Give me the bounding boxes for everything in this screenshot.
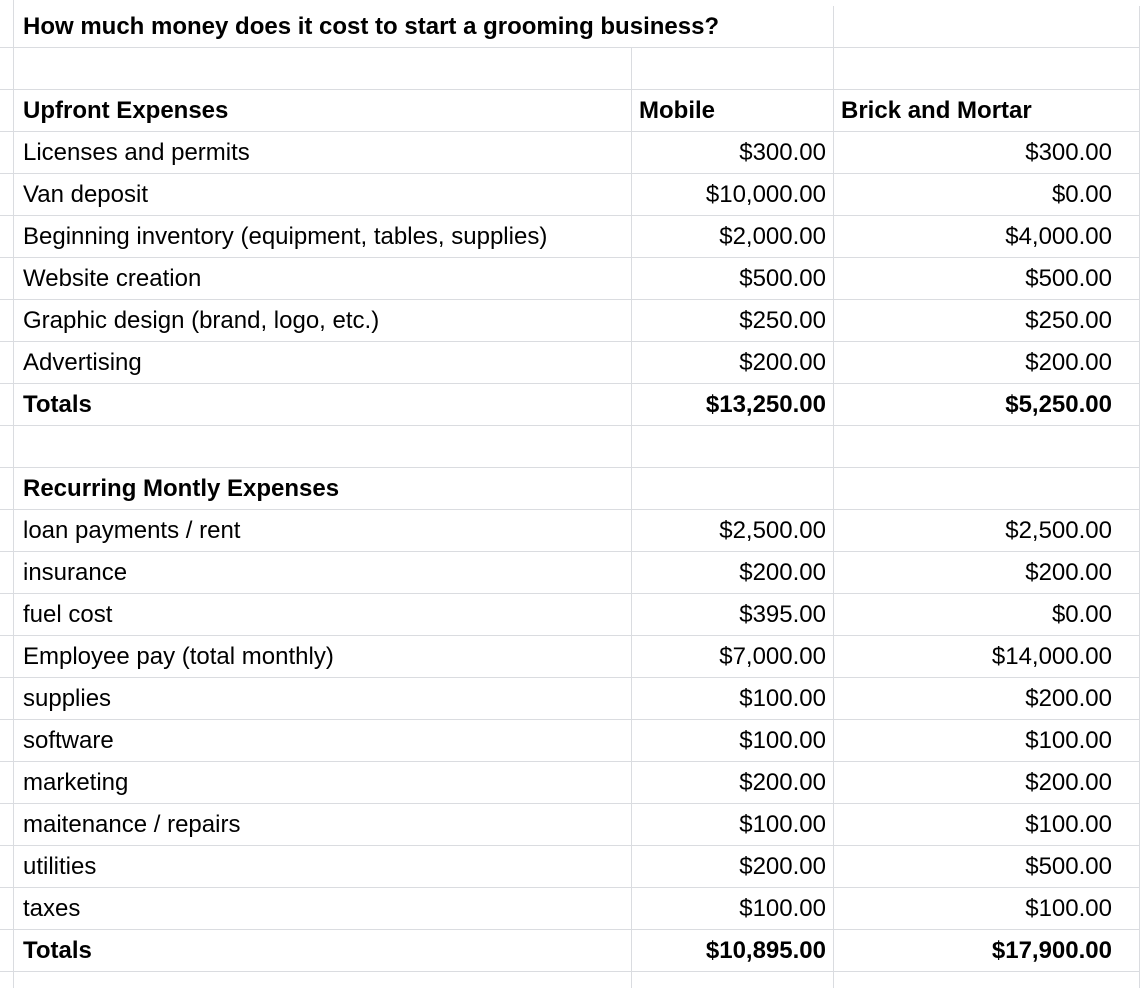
brick-value[interactable]: $200.00 <box>1025 769 1112 796</box>
mobile-value[interactable]: $10,000.00 <box>705 181 826 208</box>
brick-value[interactable]: $100.00 <box>1025 895 1112 922</box>
mobile-value[interactable]: $200.00 <box>739 769 826 796</box>
table-row <box>0 258 1140 300</box>
expense-label[interactable]: loan payments / rent <box>23 517 241 544</box>
mobile-value[interactable]: $395.00 <box>739 601 826 628</box>
table-row <box>0 720 1140 762</box>
brick-value[interactable]: $300.00 <box>1025 139 1112 166</box>
mobile-value[interactable]: $2,000.00 <box>719 223 826 250</box>
mobile-value[interactable]: $100.00 <box>739 727 826 754</box>
upfront-totals-row <box>0 384 1140 426</box>
table-row <box>0 216 1140 258</box>
mobile-value[interactable]: $2,500.00 <box>719 517 826 544</box>
table-row <box>0 804 1140 846</box>
table-row <box>0 678 1140 720</box>
expense-label[interactable]: software <box>23 727 114 754</box>
mobile-value[interactable]: $200.00 <box>739 853 826 880</box>
table-row <box>0 888 1140 930</box>
table-row <box>0 762 1140 804</box>
expense-label[interactable]: maitenance / repairs <box>23 811 241 838</box>
table-row <box>0 510 1140 552</box>
table-row <box>0 132 1140 174</box>
recurring-header[interactable]: Recurring Montly Expenses <box>23 475 340 502</box>
brick-value[interactable]: $100.00 <box>1025 727 1112 754</box>
mobile-value[interactable]: $200.00 <box>739 349 826 376</box>
mobile-total[interactable]: $10,895.00 <box>705 937 826 964</box>
brick-column-header[interactable]: Brick and Mortar <box>841 97 1032 124</box>
empty-row <box>0 48 1140 90</box>
brick-value[interactable]: $200.00 <box>1025 349 1112 376</box>
expense-label[interactable]: Van deposit <box>23 181 148 208</box>
expense-label[interactable]: supplies <box>23 685 112 712</box>
brick-value[interactable]: $2,500.00 <box>1005 517 1112 544</box>
brick-total[interactable]: $5,250.00 <box>1005 391 1112 418</box>
column-divider <box>631 48 632 988</box>
table-row <box>0 636 1140 678</box>
column-divider <box>833 6 834 988</box>
title-row <box>0 6 1140 48</box>
totals-label[interactable]: Totals <box>23 937 92 964</box>
expense-label[interactable]: Graphic design (brand, logo, etc.) <box>23 307 380 334</box>
expense-label[interactable]: Licenses and permits <box>23 139 250 166</box>
brick-value[interactable]: $0.00 <box>1051 601 1112 628</box>
table-row <box>0 300 1140 342</box>
expense-label[interactable]: Advertising <box>23 349 142 376</box>
table-row <box>0 174 1140 216</box>
brick-value[interactable]: $4,000.00 <box>1005 223 1112 250</box>
brick-total[interactable]: $17,900.00 <box>991 937 1112 964</box>
mobile-value[interactable]: $7,000.00 <box>719 643 826 670</box>
empty-row <box>0 426 1140 468</box>
expense-label[interactable]: Beginning inventory (equipment, tables, supplies) <box>23 223 548 250</box>
empty-cell[interactable] <box>833 6 1140 47</box>
table-row <box>0 342 1140 384</box>
table-row <box>0 846 1140 888</box>
mobile-total[interactable]: $13,250.00 <box>705 391 826 418</box>
mobile-value[interactable]: $200.00 <box>739 559 826 586</box>
brick-value[interactable]: $100.00 <box>1025 811 1112 838</box>
recurring-totals-row <box>0 930 1140 972</box>
expense-label[interactable]: marketing <box>23 769 129 796</box>
mobile-column-header[interactable]: Mobile <box>639 97 715 124</box>
brick-value[interactable]: $250.00 <box>1025 307 1112 334</box>
expense-label[interactable]: Website creation <box>23 265 202 292</box>
table-row <box>0 552 1140 594</box>
mobile-value[interactable]: $250.00 <box>739 307 826 334</box>
brick-value[interactable]: $14,000.00 <box>991 643 1112 670</box>
brick-value[interactable]: $500.00 <box>1025 265 1112 292</box>
expense-label[interactable]: fuel cost <box>23 601 113 628</box>
brick-value[interactable]: $200.00 <box>1025 559 1112 586</box>
expense-label[interactable]: utilities <box>23 853 97 880</box>
title-cell[interactable]: How much money does it cost to start a grooming business? <box>23 13 720 40</box>
table-row <box>0 594 1140 636</box>
mobile-value[interactable]: $300.00 <box>739 139 826 166</box>
mobile-value[interactable]: $100.00 <box>739 895 826 922</box>
expense-label[interactable]: Employee pay (total monthly) <box>23 643 334 670</box>
mobile-value[interactable]: $500.00 <box>739 265 826 292</box>
expense-label[interactable]: insurance <box>23 559 128 586</box>
mobile-value[interactable]: $100.00 <box>739 685 826 712</box>
recurring-header-row <box>0 468 1140 510</box>
upfront-header[interactable]: Upfront Expenses <box>23 97 229 124</box>
brick-value[interactable]: $200.00 <box>1025 685 1112 712</box>
expense-label[interactable]: taxes <box>23 895 81 922</box>
mobile-value[interactable]: $100.00 <box>739 811 826 838</box>
totals-label[interactable]: Totals <box>23 391 92 418</box>
brick-value[interactable]: $0.00 <box>1051 181 1112 208</box>
upfront-header-row <box>0 90 1140 132</box>
brick-value[interactable]: $500.00 <box>1025 853 1112 880</box>
